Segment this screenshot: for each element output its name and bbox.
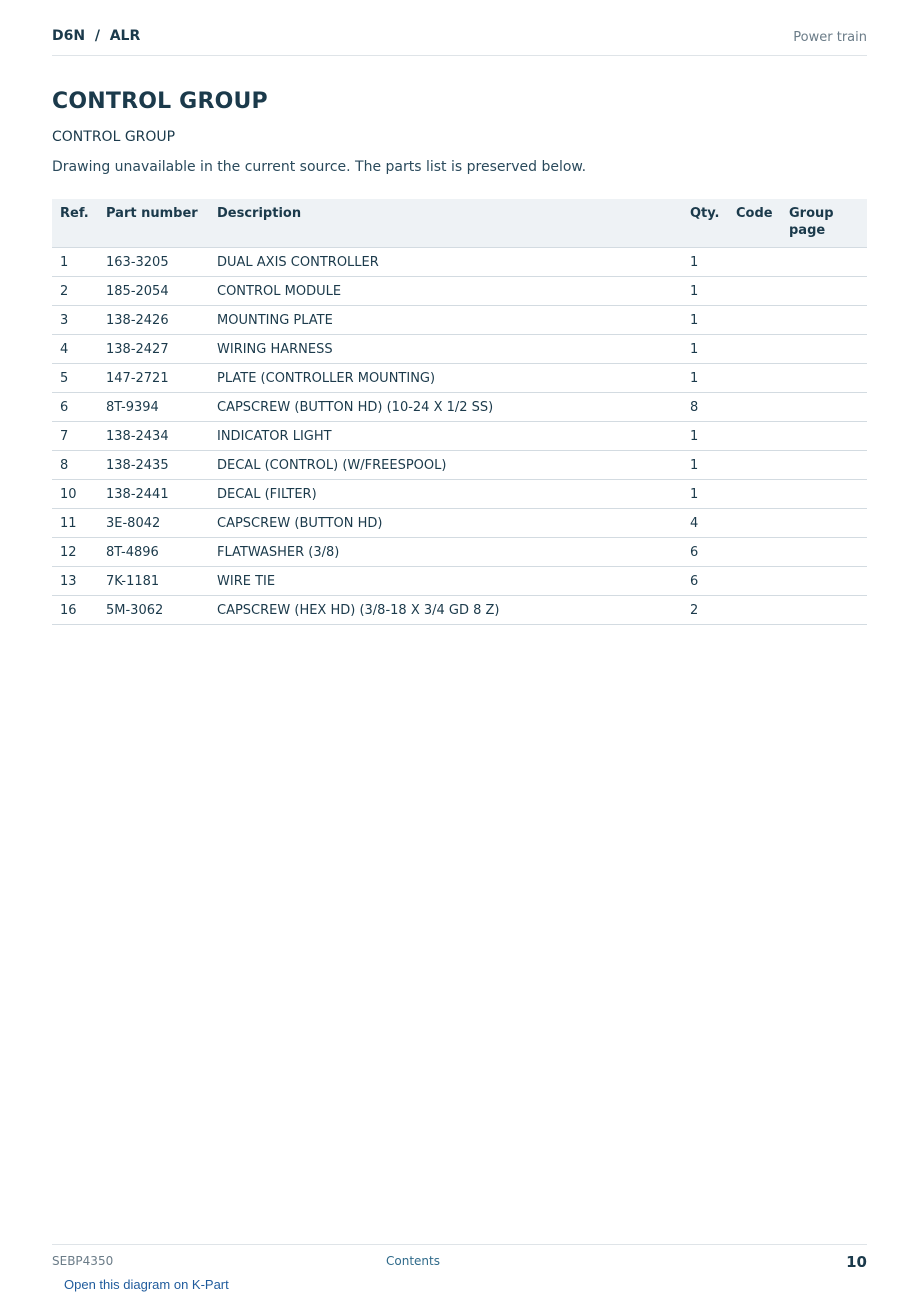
table-row	[52, 335, 867, 364]
code-cell	[728, 393, 781, 422]
parts-table	[52, 199, 867, 625]
qty-cell: 1	[682, 248, 728, 277]
breadcrumb-separator: /	[94, 28, 100, 44]
description-cell: CAPSCREW (BUTTON HD) (10-24 X 1/2 SS)	[209, 393, 682, 422]
group-page-cell	[781, 596, 867, 625]
col-ref-header: Ref.	[52, 199, 98, 248]
code-cell	[728, 364, 781, 393]
group-page-cell	[781, 393, 867, 422]
table-row	[52, 422, 867, 451]
description-cell: CAPSCREW (BUTTON HD)	[209, 509, 682, 538]
code-cell	[728, 422, 781, 451]
qty-cell: 1	[682, 451, 728, 480]
document-id: SEBP4350	[52, 1254, 114, 1268]
table-row	[52, 480, 867, 509]
section-name: Power train	[793, 30, 867, 45]
table-row	[52, 567, 867, 596]
ref-cell: 6	[52, 393, 98, 422]
group-page-cell	[781, 451, 867, 480]
description-cell: DECAL (CONTROL) (W/FREESPOOL)	[209, 451, 682, 480]
ref-cell: 12	[52, 538, 98, 567]
page-title: CONTROL GROUP	[52, 89, 268, 114]
code-cell	[728, 335, 781, 364]
part-number-cell: 163-3205	[98, 248, 209, 277]
description-cell: MOUNTING PLATE	[209, 306, 682, 335]
header-row	[52, 199, 867, 248]
code-cell	[728, 306, 781, 335]
description-cell: WIRE TIE	[209, 567, 682, 596]
parts-table-header	[52, 199, 867, 248]
part-number-cell: 138-2426	[98, 306, 209, 335]
part-number-cell: 3E-8042	[98, 509, 209, 538]
group-page-cell	[781, 480, 867, 509]
qty-cell: 1	[682, 306, 728, 335]
table-row	[52, 248, 867, 277]
col-qty-header: Qty.	[682, 199, 728, 248]
part-number-cell: 147-2721	[98, 364, 209, 393]
group-page-cell	[781, 248, 867, 277]
group-page-cell	[781, 364, 867, 393]
description-cell: WIRING HARNESS	[209, 335, 682, 364]
group-page-cell	[781, 306, 867, 335]
code-cell	[728, 596, 781, 625]
part-number-cell: 8T-9394	[98, 393, 209, 422]
open-kpart-link[interactable]: Open this diagram on K-Part	[64, 1277, 229, 1292]
qty-cell: 1	[682, 335, 728, 364]
part-number-cell: 5M-3062	[98, 596, 209, 625]
part-number-cell: 7K-1181	[98, 567, 209, 596]
code-cell	[728, 538, 781, 567]
description-cell: PLATE (CONTROLLER MOUNTING)	[209, 364, 682, 393]
table-row	[52, 306, 867, 335]
qty-cell: 1	[682, 480, 728, 509]
table-row	[52, 538, 867, 567]
qty-cell: 4	[682, 509, 728, 538]
col-group-page-header: Group page	[781, 199, 867, 248]
qty-cell: 6	[682, 538, 728, 567]
part-number-cell: 138-2435	[98, 451, 209, 480]
description-cell: CONTROL MODULE	[209, 277, 682, 306]
qty-cell: 2	[682, 596, 728, 625]
description-cell: DUAL AXIS CONTROLLER	[209, 248, 682, 277]
table-row	[52, 596, 867, 625]
col-code-header: Code	[728, 199, 781, 248]
group-page-cell	[781, 567, 867, 596]
qty-cell: 8	[682, 393, 728, 422]
table-row	[52, 509, 867, 538]
code-cell	[728, 567, 781, 596]
ref-cell: 7	[52, 422, 98, 451]
ref-cell: 2	[52, 277, 98, 306]
ref-cell: 5	[52, 364, 98, 393]
group-page-cell	[781, 277, 867, 306]
ref-cell: 13	[52, 567, 98, 596]
ref-cell: 1	[52, 248, 98, 277]
code-cell	[728, 277, 781, 306]
part-number-cell: 185-2054	[98, 277, 209, 306]
contents-link[interactable]: Contents	[386, 1254, 440, 1268]
page-header	[52, 28, 867, 56]
table-row	[52, 393, 867, 422]
page-number: 10	[846, 1253, 867, 1271]
code-cell	[728, 509, 781, 538]
ref-cell: 10	[52, 480, 98, 509]
serial-prefix: ALR	[109, 28, 141, 44]
part-number-cell: 8T-4896	[98, 538, 209, 567]
qty-cell: 6	[682, 567, 728, 596]
part-number-cell: 138-2434	[98, 422, 209, 451]
description-cell: FLATWASHER (3/8)	[209, 538, 682, 567]
qty-cell: 1	[682, 277, 728, 306]
code-cell	[728, 480, 781, 509]
part-number-cell: 138-2427	[98, 335, 209, 364]
ref-cell: 16	[52, 596, 98, 625]
col-description-header: Description	[209, 199, 682, 248]
part-number-cell: 138-2441	[98, 480, 209, 509]
code-cell	[728, 451, 781, 480]
page-footer	[52, 1244, 867, 1301]
model-code: D6N	[52, 28, 86, 44]
parts-table-body	[52, 248, 867, 625]
code-cell	[728, 248, 781, 277]
table-row	[52, 364, 867, 393]
description-cell: CAPSCREW (HEX HD) (3/8-18 X 3/4 GD 8 Z)	[209, 596, 682, 625]
ref-cell: 11	[52, 509, 98, 538]
description-cell: INDICATOR LIGHT	[209, 422, 682, 451]
qty-cell: 1	[682, 422, 728, 451]
page-subtitle: CONTROL GROUP	[52, 129, 176, 145]
group-page-cell	[781, 335, 867, 364]
group-page-cell	[781, 538, 867, 567]
qty-cell: 1	[682, 364, 728, 393]
breadcrumb	[52, 28, 140, 44]
group-page-cell	[781, 422, 867, 451]
drawing-note: Drawing unavailable in the current source. The parts list is preserved below.	[52, 159, 587, 175]
ref-cell: 4	[52, 335, 98, 364]
table-row	[52, 277, 867, 306]
col-part-number-header: Part number	[98, 199, 209, 248]
ref-cell: 8	[52, 451, 98, 480]
group-page-cell	[781, 509, 867, 538]
ref-cell: 3	[52, 306, 98, 335]
description-cell: DECAL (FILTER)	[209, 480, 682, 509]
table-row	[52, 451, 867, 480]
